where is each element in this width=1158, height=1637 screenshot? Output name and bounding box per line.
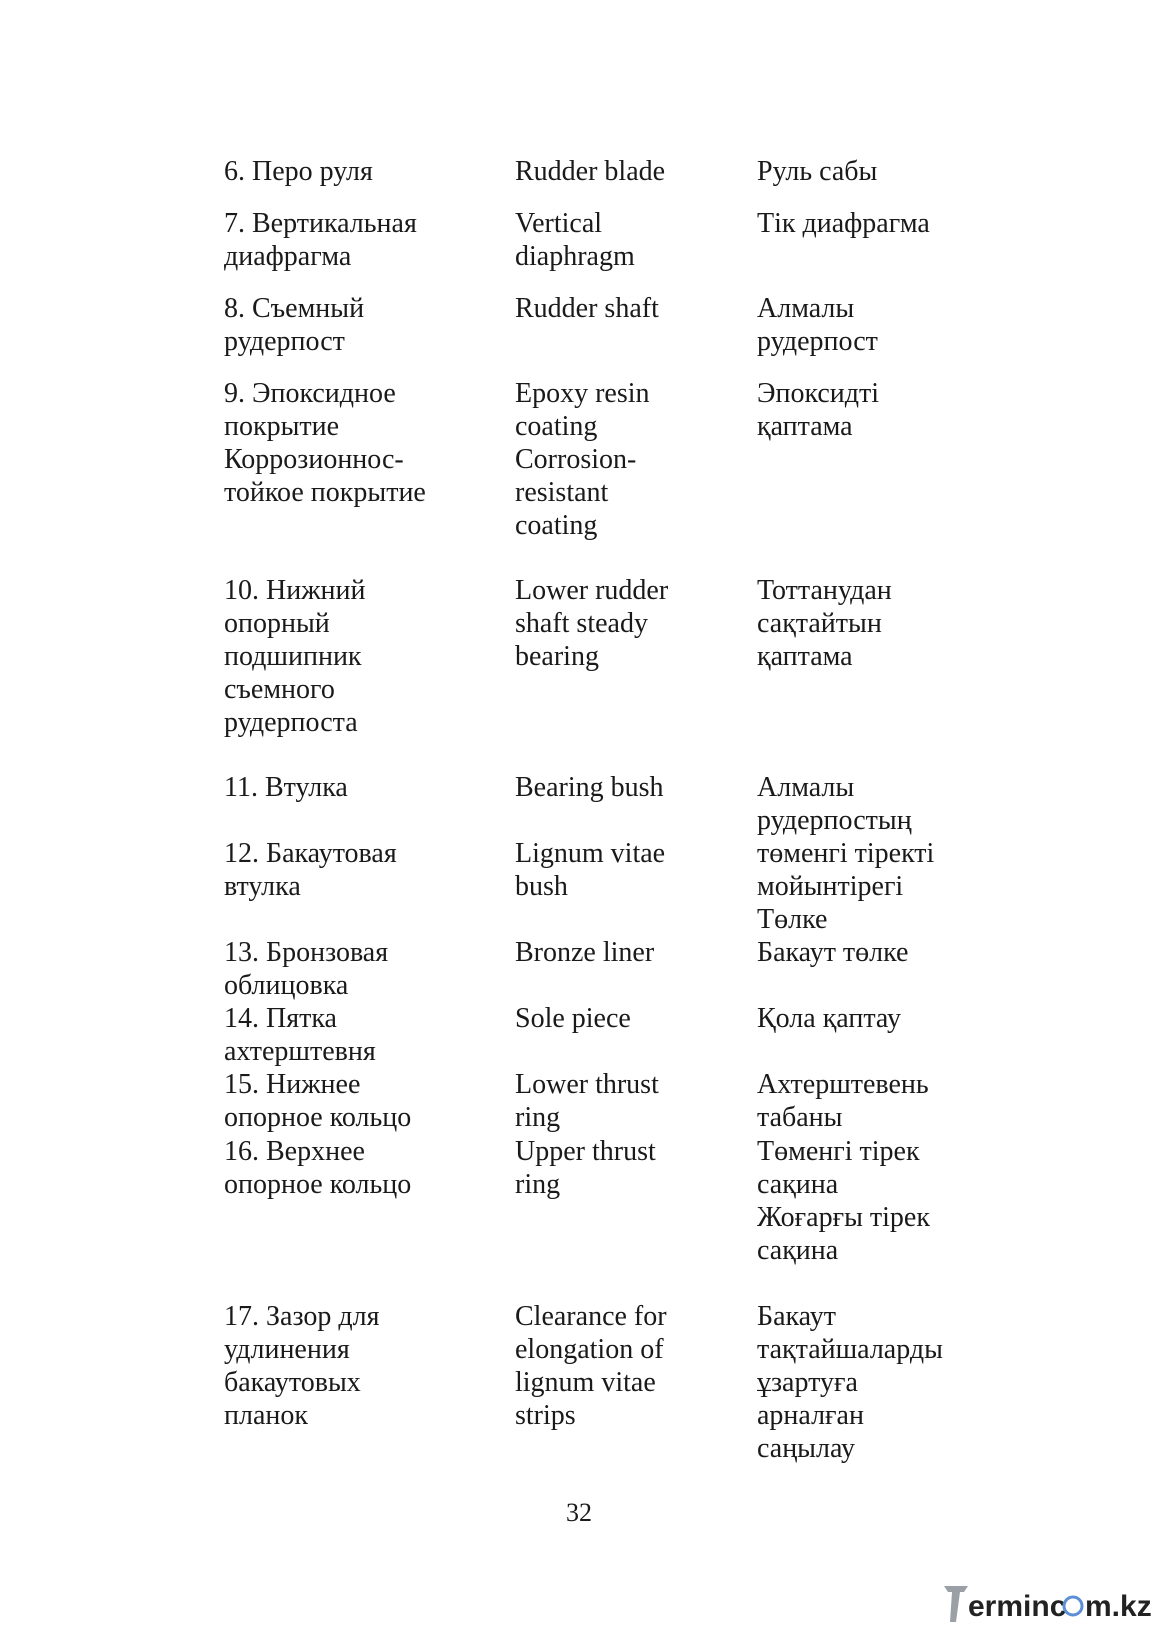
term-ru-7: 7. Вертикальная диафрагма (224, 208, 417, 272)
term-ru-6: 6. Перо руля (224, 156, 373, 187)
term-en-11: Bearing bush (515, 772, 664, 803)
term-ru-9: 9. Эпоксидное покрытие Коррозионнос- тойкое покрытие (224, 378, 426, 508)
term-kz-13: Бакаут төлке (757, 937, 909, 968)
term-en-9: Epoxy resin coating Corrosion- resistant coating (515, 378, 650, 541)
term-ru-8: 8. Съемный рудерпост (224, 293, 365, 357)
watermark-logo (942, 1582, 1152, 1626)
term-ru-11: 11. Втулка (224, 772, 348, 803)
term-kz-8: Алмалы рудерпост (757, 293, 878, 357)
svg-text:m.kz: m.kz (1085, 1590, 1152, 1623)
term-kz-6: Руль сабы (757, 156, 878, 187)
term-kz-17: Бакаут тақтайшаларды ұзартуға арналған саңылау (757, 1301, 943, 1464)
term-en-16: Upper thrust ring (515, 1136, 656, 1200)
term-kz-15: Ахтерштевень табаны (757, 1069, 929, 1133)
term-en-7: Vertical diaphragm (515, 208, 635, 272)
term-ru-17: 17. Зазор для удлинения бакаутовых планок (224, 1301, 380, 1431)
term-kz-9: Эпоксидті қаптама (757, 378, 880, 442)
term-ru-10: 10. Нижний опорный подшипник съемного рудерпоста (224, 575, 366, 738)
term-kz-10: Тоттанудан сақтайтын қаптама (757, 575, 892, 672)
term-kz-7: Тік диафрагма (757, 208, 930, 239)
term-kz-14: Қола қаптау (757, 1003, 901, 1034)
term-ru-16: 16. Верхнее опорное кольцо (224, 1136, 412, 1200)
page-number: 32 (566, 1498, 592, 1527)
svg-text:erminc: erminc (968, 1590, 1067, 1623)
term-kz-11: Алмалы рудерпостың төменгі тіректі мойынтірегі Төлке (757, 772, 935, 935)
term-en-8: Rudder shaft (515, 293, 659, 324)
term-ru-13: 13. Бронзовая облицовка (224, 937, 389, 1001)
term-en-17: Clearance for elongation of lignum vitae strips (515, 1301, 667, 1431)
term-en-13: Bronze liner (515, 937, 655, 968)
term-ru-12: 12. Бакаутовая втулка (224, 838, 397, 902)
term-en-6: Rudder blade (515, 156, 666, 187)
watermark-logo-mark (942, 1582, 1152, 1626)
term-ru-14: 14. Пятка ахтерштевня (224, 1003, 376, 1067)
term-en-15: Lower thrust ring (515, 1069, 659, 1133)
term-en-10: Lower rudder shaft steady bearing (515, 575, 669, 672)
term-ru-15: 15. Нижнее опорное кольцо (224, 1069, 412, 1133)
term-en-14: Sole piece (515, 1003, 631, 1034)
term-kz-16: Төменгі тірек сақина Жоғарғы тірек сақина (757, 1136, 930, 1266)
term-en-12: Lignum vitae bush (515, 838, 666, 902)
